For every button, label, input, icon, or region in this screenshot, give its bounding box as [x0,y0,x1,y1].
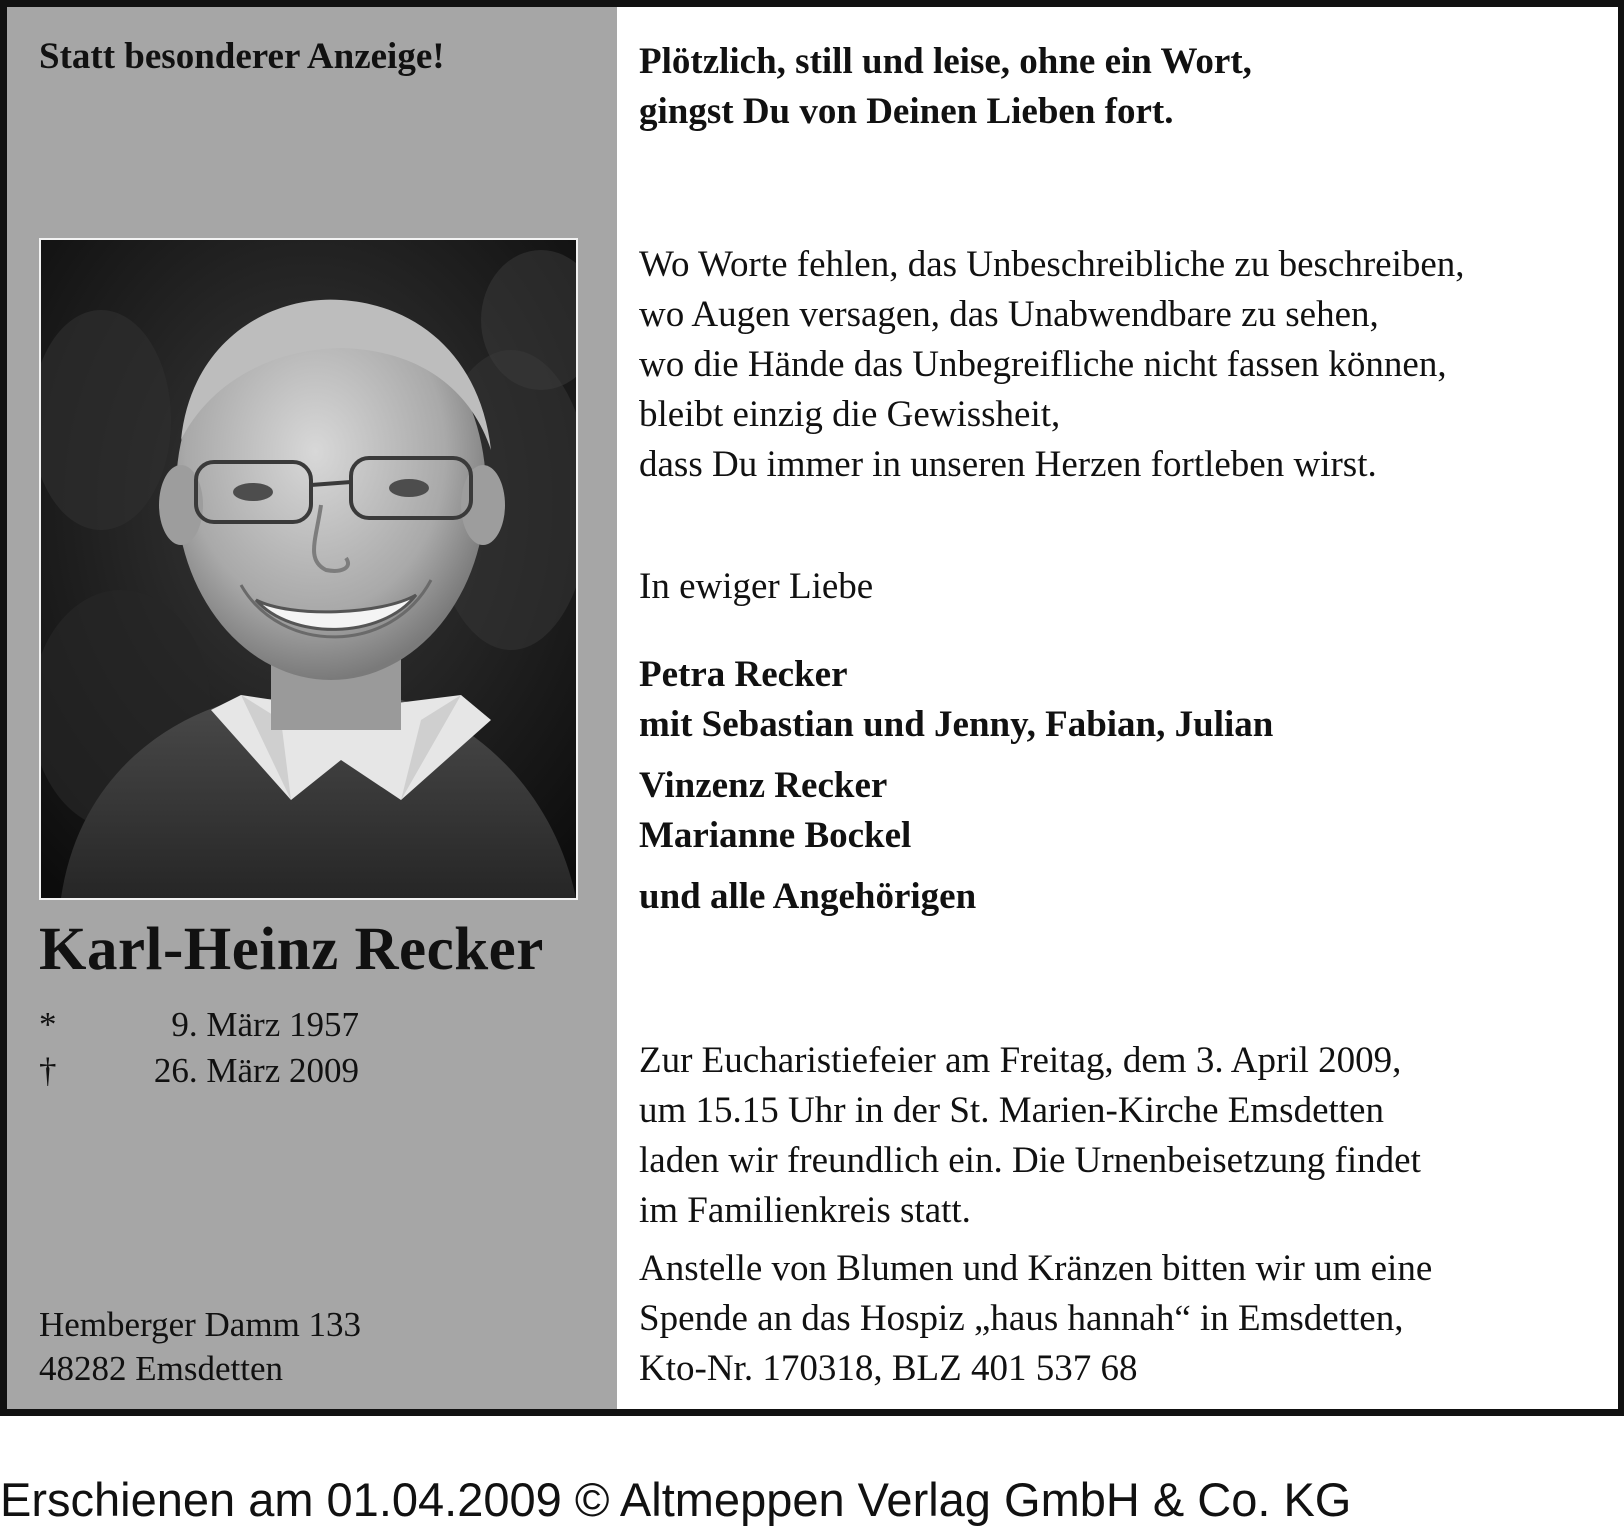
portrait-image [41,240,576,898]
birth-date: 9. März 1957 [171,1005,359,1044]
closing-phrase: In ewiger Liebe [639,566,874,607]
poem-line: Wo Worte fehlen, das Unbeschreibliche zu beschreiben, [639,244,1465,285]
portrait-photo [39,238,578,900]
life-dates [39,1002,359,1094]
publication-footer: Erschienen am 01.04.2009 © Altmeppen Verlag GmbH & Co. KG [0,1473,1352,1526]
opening-verse [639,37,1252,137]
deceased-name: Karl-Heinz Recker [39,916,544,983]
mourner-line: Marianne Bockel [639,815,912,856]
poem-line: dass Du immer in unseren Herzen fortleben wirst. [639,444,1377,485]
mourners-group [639,761,911,861]
service-line: im Familienkreis statt. [639,1190,971,1231]
mourners-group [639,650,1273,750]
left-panel [7,7,617,1409]
poem-line: bleibt einzig die Gewissheit, [639,394,1061,435]
mourners-relatives: und alle Angehörigen [639,876,977,917]
death-row [39,1048,359,1094]
address [39,1303,361,1391]
donation-line: Spende an das Hospiz „haus hannah“ in Emsdetten, [639,1298,1404,1339]
poem-line: wo die Hände das Unbegreifliche nicht fassen können, [639,344,1447,385]
verse-line: gingst Du von Deinen Lieben fort. [639,91,1174,132]
birth-row [39,1002,359,1048]
verse-line: Plötzlich, still und leise, ohne ein Wort, [639,41,1252,82]
mourner-line: mit Sebastian und Jenny, Fabian, Julian [639,704,1274,745]
poem [639,240,1465,490]
birth-star-icon: * [39,1005,57,1044]
service-line: um 15.15 Uhr in der St. Marien-Kirche Emsdetten [639,1090,1384,1131]
notice-header: Statt besonderer Anzeige! [39,36,445,77]
mourner-line: Vinzenz Recker [639,765,888,806]
death-cross-icon: † [39,1051,57,1090]
right-panel [617,7,1618,1409]
service-line: Zur Eucharistiefeier am Freitag, dem 3. April 2009, [639,1040,1402,1081]
donation-line: Kto-Nr. 170318, BLZ 401 537 68 [639,1348,1138,1389]
donation-line: Anstelle von Blumen und Kränzen bitten wir um eine [639,1248,1433,1289]
mourner-line: Petra Recker [639,654,848,695]
poem-line: wo Augen versagen, das Unabwendbare zu sehen, [639,294,1379,335]
death-date: 26. März 2009 [153,1051,359,1090]
address-street: Hemberger Damm 133 [39,1305,362,1344]
address-city: 48282 Emsdetten [39,1349,283,1388]
service-info [639,1036,1421,1236]
donation-info [639,1244,1432,1394]
service-line: laden wir freundlich ein. Die Urnenbeisetzung findet [639,1140,1421,1181]
